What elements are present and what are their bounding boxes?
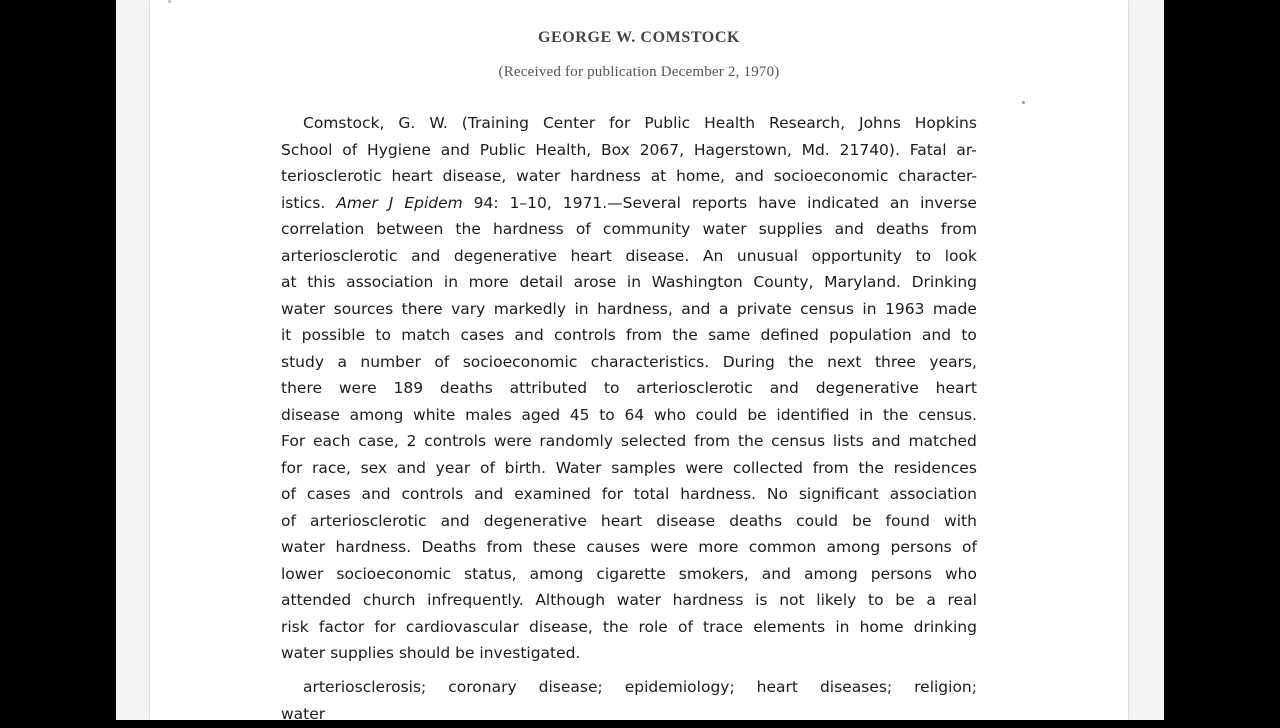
abstract-line: correlation between the hardness of community water supplies and deaths from: [281, 220, 977, 238]
abstract-line: risk factor for cardiovascular disease, the role of trace elements in home drinking: [281, 617, 977, 636]
received-date: (Received for publication December 2, 1970): [498, 64, 780, 80]
keywords-line: arteriosclerosis; coronary disease; epidemiology; heart diseases; religion;: [303, 678, 977, 696]
abstract-line: of arteriosclerotic and degenerative heart disease deaths could be found with: [281, 511, 977, 530]
scan-speck: [1022, 101, 1025, 104]
abstract-line: there were 189 deaths attributed to arteriosclerotic and degenerative heart: [281, 379, 977, 397]
abstract-line: water sources there vary markedly in hardness, and a private census in 1963 made: [281, 299, 977, 318]
abstract-line: For each case, 2 controls were randomly selected from the census lists and matched: [281, 432, 977, 450]
abstract-line: at this association in more detail arose in Washington County, Maryland. Drinking: [281, 273, 977, 291]
abstract-line: study a number of socioeconomic characteristics. During the next three years,: [281, 352, 977, 371]
abstract-line: of cases and controls and examined for total hardness. No significant association: [281, 485, 977, 503]
cut-off-title: [670, 0, 886, 2]
keywords-line: water: [281, 705, 326, 723]
abstract-line: teriosclerotic heart disease, water hardness at home, and socioeconomic character-: [281, 167, 977, 185]
abstract-line: lower socioeconomic status, among cigarette smokers, and among persons who: [281, 564, 977, 583]
abstract-line: disease among white males aged 45 to 64 who could be identified in the census.: [281, 405, 977, 424]
author-name: GEORGE W. COMSTOCK: [537, 29, 741, 46]
abstract-line: water supplies should be investigated.: [281, 644, 581, 662]
abstract-line: Comstock, G. W. (Training Center for Public Health Research, Johns Hopkins: [303, 114, 977, 132]
abstract-line: for race, sex and year of birth. Water samples were collected from the residences: [281, 458, 977, 477]
abstract-line: arteriosclerotic and degenerative heart disease. An unusual opportunity to look: [281, 246, 977, 265]
scan-speck: [168, 0, 171, 3]
abstract-line: attended church infrequently. Although water hardness is not likely to be a real: [281, 591, 977, 609]
abstract-line: it possible to match cases and controls from the same defined population and to: [281, 326, 977, 344]
abstract-line: istics. Amer J Epidem 94: 1–10, 1971.—Several reports have indicated an inverse: [281, 193, 977, 212]
abstract: [281, 110, 977, 667]
abstract-line: School of Hygiene and Public Health, Box 2067, Hagerstown, Md. 21740). Fatal ar-: [281, 140, 977, 159]
abstract-line: water hardness. Deaths from these causes were more common among persons of: [281, 538, 977, 556]
